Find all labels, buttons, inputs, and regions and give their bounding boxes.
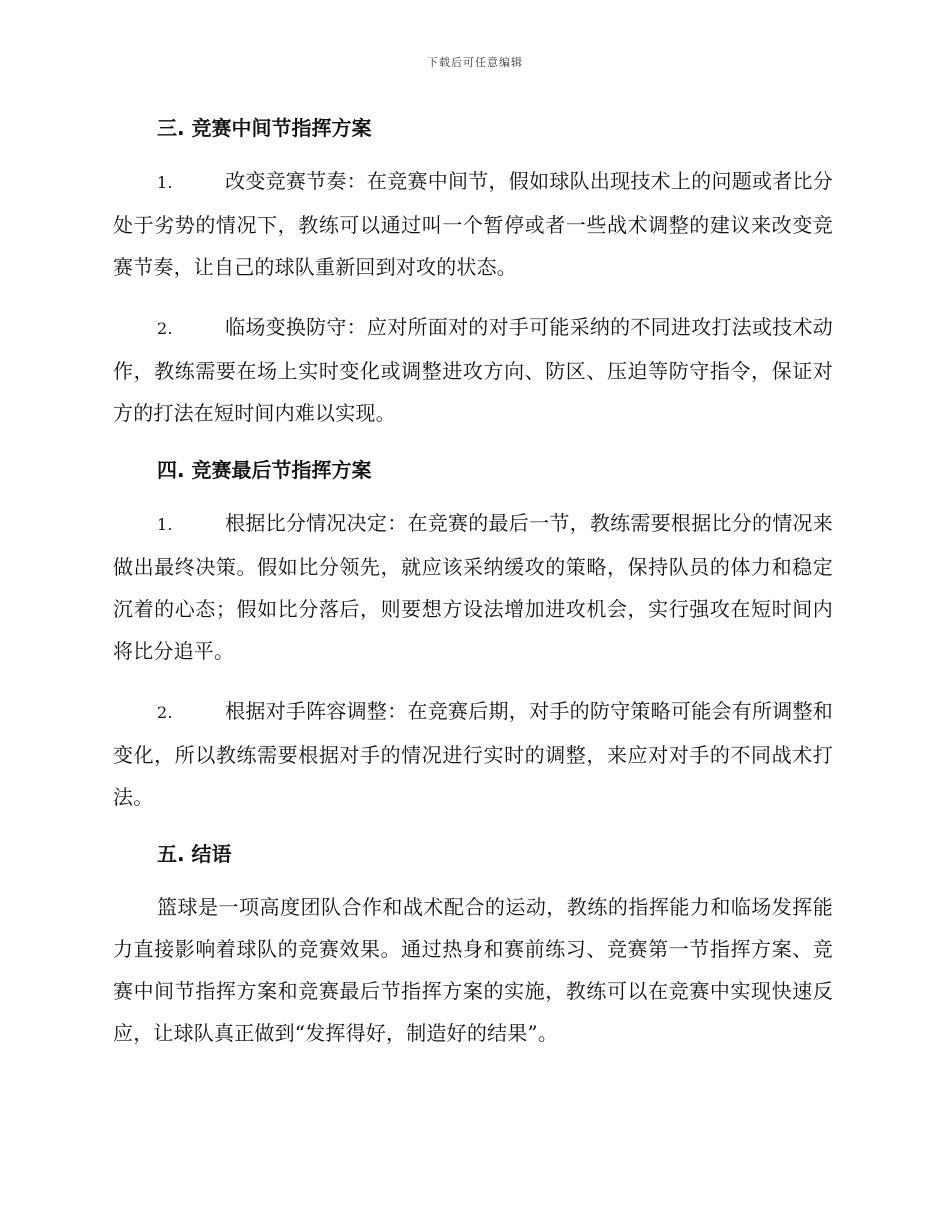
list-number: 2. (157, 319, 173, 338)
list-item (113, 502, 833, 672)
section-heading-5: 五. 结语 (157, 842, 232, 866)
list-number: 1. (157, 173, 173, 192)
list-item-text: 改变竞赛节奏：在竞赛中间节，假如球队出现技术上的问题或者比分处于劣势的情况下，教练可以通过叫一个暂停或者一些战术调整的建议来改变竞赛节奏，让自己的球队重新回到对攻的状态。 (113, 169, 833, 279)
section-heading-3: 三. 竞赛中间节指挥方案 (157, 116, 372, 140)
list-item (113, 690, 833, 818)
header-note: 下载后可任意编辑 (427, 56, 523, 69)
conclusion-paragraph: 篮球是一项高度团队合作和战术配合的运动，教练的指挥能力和临场发挥能力直接影响着球队的竞赛效果。通过热身和赛前练习、竞赛第一节指挥方案、竞赛中间节指挥方案和竞赛最后节指挥方案的实施，教练可以在竞赛中实现快速反应，让球队真正做到“发挥得好，制造好的结果”。 (113, 895, 833, 1045)
list-item-text: 根据比分情况决定：在竞赛的最后一节，教练需要根据比分的情况来做出最终决策。假如比分领先，就应该采纳缓攻的策略，保持队员的体力和稳定沉着的心态；假如比分落后，则要想方设法增加进攻机会，实行强攻在短时间内将比分追平。 (113, 511, 833, 663)
list-item-text: 临场变换防守：应对所面对的对手可能采纳的不同进攻打法或技术动作，教练需要在场上实时变化或调整进攻方向、防区、压迫等防守指令，保证对方的打法在短时间内难以实现。 (113, 315, 833, 425)
list-number: 2. (157, 703, 173, 722)
section-heading-4: 四. 竞赛最后节指挥方案 (157, 458, 372, 482)
list-item (113, 160, 833, 288)
list-item (113, 306, 833, 434)
list-item-text: 根据对手阵容调整：在竞赛后期，对手的防守策略可能会有所调整和变化，所以教练需要根据对手的情况进行实时的调整，来应对对手的不同战术打法。 (113, 699, 833, 809)
list-number: 1. (157, 515, 173, 534)
document-body (113, 110, 833, 1054)
